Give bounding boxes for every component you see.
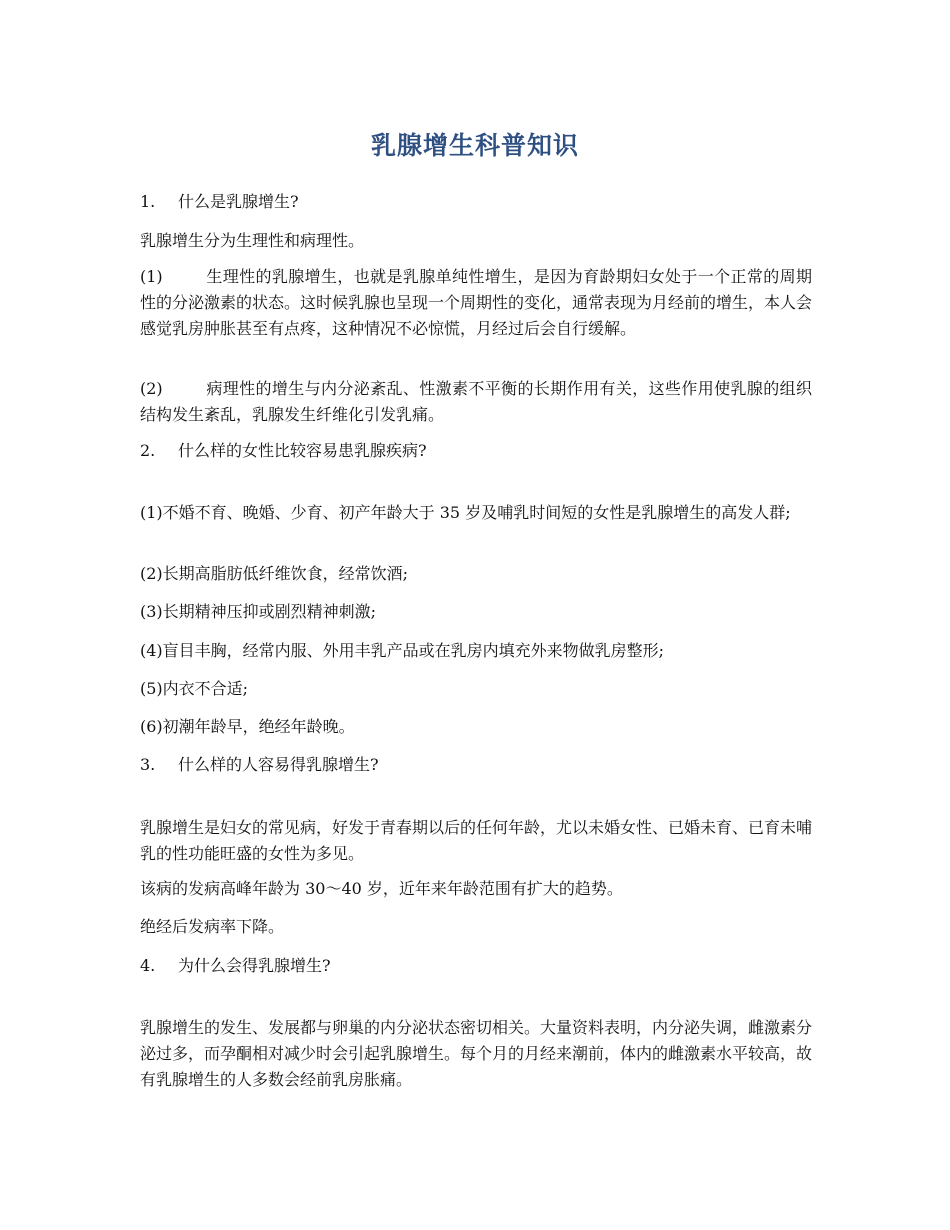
list-item (140, 264, 812, 342)
list-item-label: (1) (140, 267, 163, 286)
paragraph: 绝经后发病率下降。 (140, 917, 285, 936)
section-heading-2 (140, 438, 816, 464)
list-item: (5)内衣不合适; (140, 679, 249, 698)
list-item: (3)长期精神压抑或剧烈精神刺激; (140, 602, 377, 621)
paragraph: 乳腺增生的发生、发展都与卵巢的内分泌状态密切相关。大量资料表明，内分泌失调，雌激素分泌过多，而孕酮相对减少时会引起乳腺增生。每个月的月经来潮前，体内的雌激素水平较高，故有乳腺增生的人多数会经前乳房胀痛。 (140, 1018, 813, 1089)
section-heading-1 (140, 189, 816, 215)
section-number: 2. (140, 441, 156, 460)
section-heading-3 (140, 752, 816, 778)
list-item-label: (2) (140, 379, 163, 398)
document-title: 乳腺增生科普知识 (370, 131, 579, 160)
section-number: 4. (140, 956, 156, 975)
paragraph: 乳腺增生是妇女的常见病，好发于青春期以后的任何年龄，尤以未婚女性、已婚未育、已育未哺乳的性功能旺盛的女性为多见。 (140, 818, 813, 863)
list-item-text: 生理性的乳腺增生，也就是乳腺单纯性增生，是因为育龄期妇女处于一个正常的周期性的分泌激素的状态。这时候乳腺也呈现一个周期性的变化，通常表现为月经前的增生，本人会感觉乳房肿胀甚至有点疼，这种情况不必惊慌，月经过后会自行缓解。 (140, 267, 813, 338)
list-item: (1)不婚不育、晚婚、少育、初产年龄大于 35 岁及哺乳时间短的女性是乳腺增生的高发人群; (140, 503, 791, 522)
list-item: (4)盲目丰胸，经常内服、外用丰乳产品或在乳房内填充外来物做乳房整形; (140, 641, 665, 660)
section-heading-4 (140, 953, 816, 979)
list-item (140, 376, 812, 428)
list-item: (2)长期高脂肪低纤维饮食，经常饮酒; (140, 564, 409, 583)
section-heading-text: 什么样的人容易得乳腺增生? (178, 755, 379, 774)
section-number: 1. (140, 192, 156, 211)
section-heading-text: 什么是乳腺增生? (178, 192, 299, 211)
section-number: 3. (140, 755, 156, 774)
section-intro: 乳腺增生分为生理性和病理性。 (140, 231, 365, 250)
section-heading-text: 什么样的女性比较容易患乳腺疾病? (178, 441, 427, 460)
list-item-text: 病理性的增生与内分泌紊乱、性激素不平衡的长期作用有关，这些作用使乳腺的组织结构发生紊乱，乳腺发生纤维化引发乳痛。 (140, 379, 812, 424)
section-heading-text: 为什么会得乳腺增生? (178, 956, 331, 975)
paragraph: 该病的发病高峰年龄为 30～40 岁，近年来年龄范围有扩大的趋势。 (140, 879, 623, 898)
list-item: (6)初潮年龄早，绝经年龄晚。 (140, 717, 355, 736)
